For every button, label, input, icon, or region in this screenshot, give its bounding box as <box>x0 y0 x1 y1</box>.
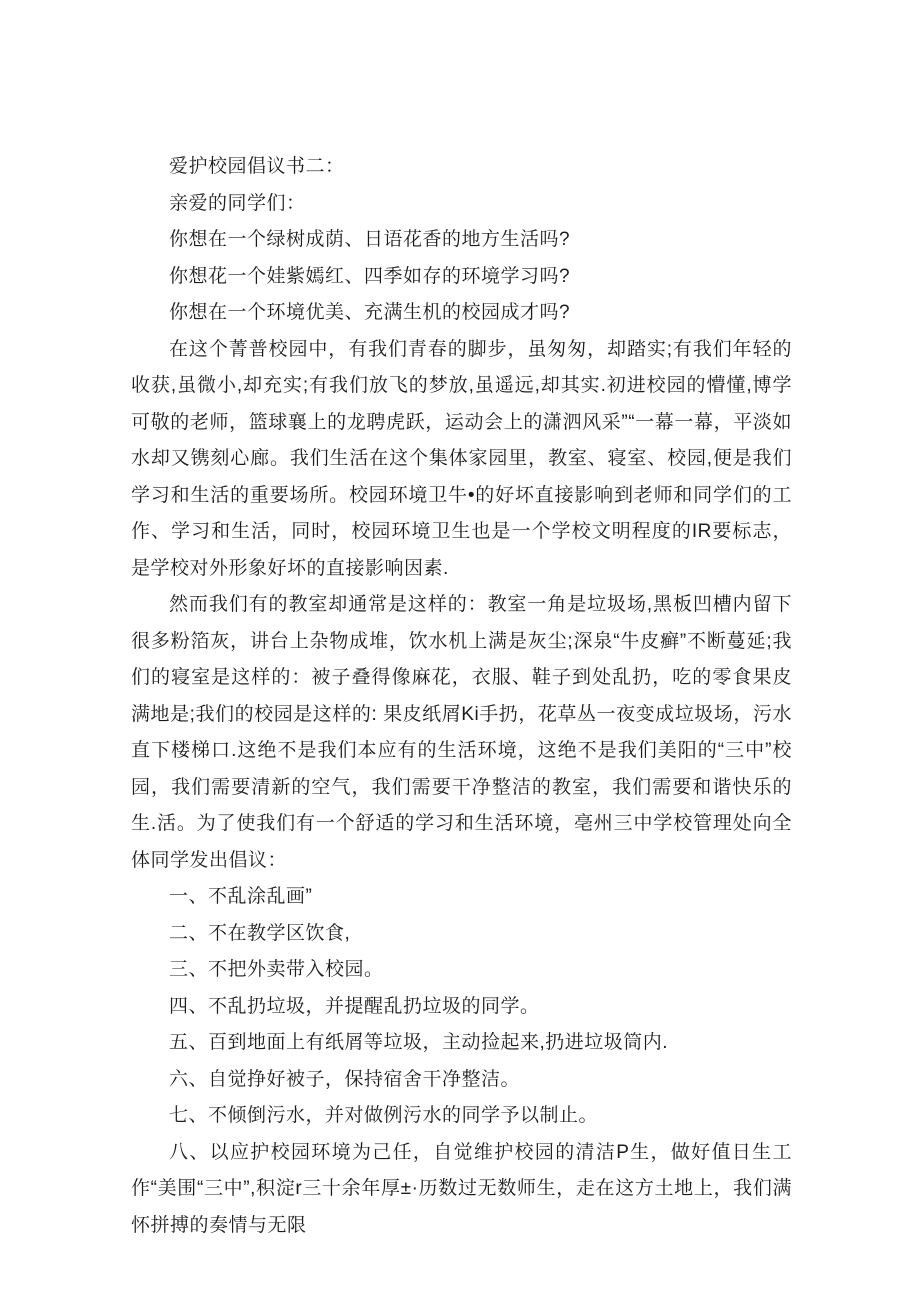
question-line-2: 你想花一个娃紫嫣红、四季如存的环境学习吗? <box>169 265 571 287</box>
salutation-line: 亲爱的同学们： <box>169 192 306 214</box>
list-item-1: 一、不乱涂乱画” <box>169 886 313 907</box>
list-item-2: 二、不在教学区饮食, <box>169 922 351 944</box>
body-paragraph-2: 然而我们有的教室却通常是这样的：教室一角是垃圾场,黑板凹槽内留下很多粉箔灰，讲台上杂物成堆，饮水机上满是灰尘;深泉“牛皮癣”不断蔓延;我们的寝室是这样的：被子叠得像麻花，衣服、鞋子到处乱扔，吃的零食果皮满地是;我们的校园是这样的: 果皮纸屑Ki手扔，花草丛一夜变成垃圾场，污水直下楼梯口.这绝不是我们本应有的生活环境，这绝不是我们美阳的“三中”校园，我们需要清新的空气，我们需要干净整洁的教室，我们需要和谐快乐的生.活。为了使我们有一个舒适的学习和生活环境，亳州三中学校管理处向全体同学发出倡议： <box>131 594 792 871</box>
list-item-5: 五、百到地面上有纸屑等垃圾，主动捡起来,扔进垃圾筒内. <box>169 1032 669 1053</box>
list-item-3: 三、不把外卖带入校园。 <box>169 959 384 980</box>
list-item-6: 六、自觉挣好被子，保持宿舍干净整洁。 <box>169 1068 521 1090</box>
list-item-4: 四、不乱扔垃圾，并提醒乱扔垃圾的同学。 <box>169 995 540 1017</box>
document-title-line: 爱护校园倡议书二： <box>169 156 345 177</box>
question-line-1: 你想在一个绿树成荫、日语花香的地方生活吗? <box>169 229 571 250</box>
body-paragraph-1: 在这个菁普校园中，有我们青春的脚步，虽匆匆，却踏实;有我们年轻的收获,虽微小,却充实;有我们放飞的梦放,虽遥远,却其实.初进校园的懵懂,博学可敬的老师，篮球襄上的龙聘虎跃，运动会上的潇泗风采”“一幕一幕，平淡如水却又镌刻心廊。我们生活在这个集体家园里，教室、寝室、校园,便是我们学习和生活的重要场所。校园环境卫牛•的好坏直接影响到老师和同学们的工作、学习和生活，同时，校园环境卫生也是一个学校文明程度的IR要标志，是学校对外形象好坏的直接影响因素. <box>131 338 792 579</box>
question-line-3: 你想在一个环境优美、充满生机的校园成才吗? <box>169 302 571 323</box>
list-item-7: 七、不倾倒污水，并对做例污水的同学予以制止。 <box>169 1105 599 1126</box>
closing-paragraph: 八、以应护校园环境为己任，自觉维护校园的清洁P生，做好值日生工作“美围“三中”,积淀r三十余年厚±·历数过无数师生，走在这方土地上，我们满怀拼搏的奏情与无限 <box>131 1141 792 1236</box>
